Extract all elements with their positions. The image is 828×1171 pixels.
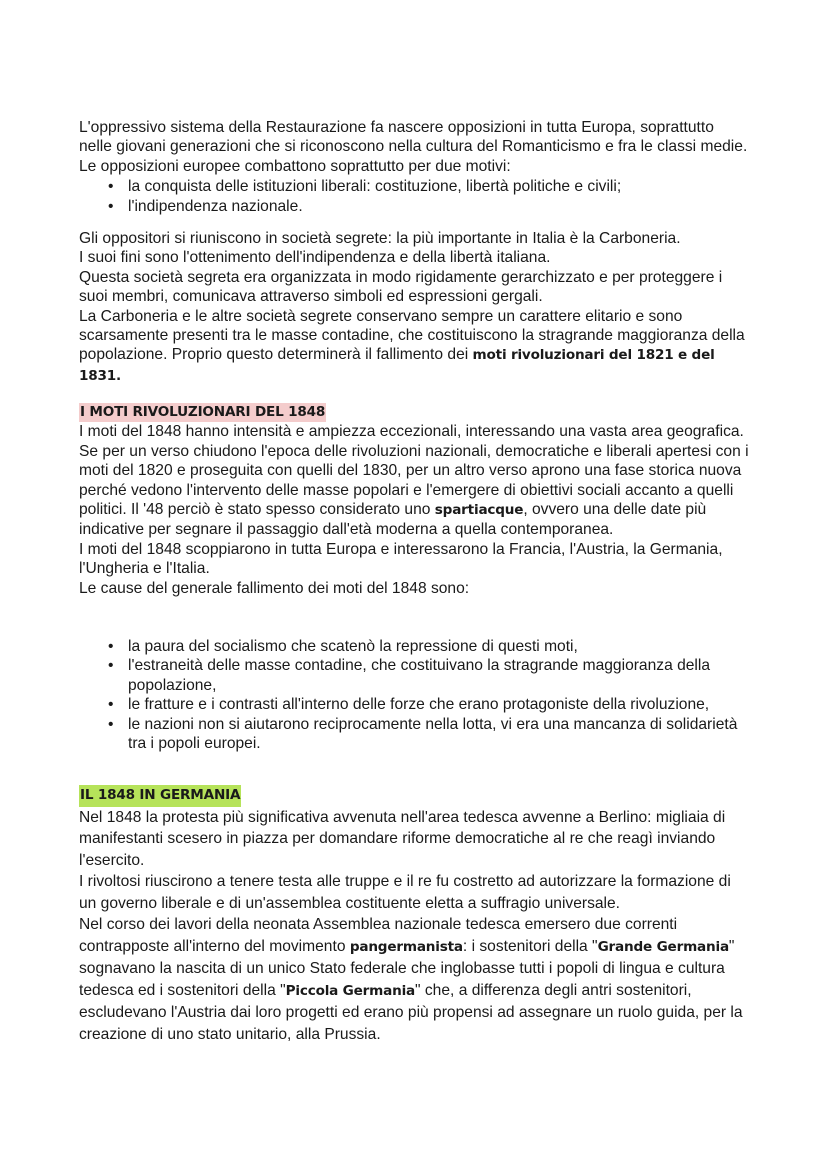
moti-1848-intro-paragraph (79, 422, 749, 539)
carboneria-paragraph: Gli oppositori si riuniscono in società segrete: la più importante in Italia è la Carboneria. (79, 230, 681, 247)
germania-section (79, 784, 749, 1045)
moti-1848-countries-paragraph: I moti del 1848 scoppiarono in tutta Europa e interessarono la Francia, l'Austria, la Germania, l'Ungheria e l'Italia. (79, 540, 723, 578)
list-item: • l'estraneità delle masse contadine, che costituivano la stragrande maggioranza della popolazione, (79, 656, 749, 695)
text-span: " sognavano la nascita di un unico Stato federale che inglobasse tutti i popoli di lingua e cultura tedesca ed i sostenitori della " (79, 937, 735, 999)
moti-1848-causes-paragraph: Le cause del generale fallimento dei moti del 1848 sono: (79, 579, 470, 597)
list-item: • le nazioni non si aiutarono reciprocamente nella lotta, vi era una mancanza di solidarietà tra i popoli europei. (79, 715, 749, 754)
germania-rebels-paragraph: I rivoltosi riuscirono a tenere testa alle truppe e il re fu costretto ad autorizzare la formazione di un governo liberale e di un'assemblea costituente eletta a suffragio universale. (79, 873, 731, 912)
text-span: Nel corso dei lavori della neonata Assemblea nazionale tedesca emersero due correnti contrapposte all'interno del movimento (79, 916, 678, 955)
list-item: • le fratture e i contrasti all'interno delle forze che erano protagoniste della rivoluzione, (79, 695, 749, 714)
causes-bullet-list (79, 637, 749, 753)
text-span: La Carboneria e le altre società segrete conservano sempre un carattere elitario e sono scarsamente presenti tra le masse contadine, che costituiscono la stragrande maggioranza della popolazione. Proprio questo determinerà il fallimento dei (79, 307, 745, 364)
bold-text: Grande Germania (597, 938, 729, 955)
bold-text: pangermanista (349, 938, 463, 955)
bold-text: Piccola Germania (285, 982, 416, 999)
intro-bullet-list (79, 177, 749, 216)
list-item: • la paura del socialismo che scatenò la repressione di questi moti, (79, 637, 749, 656)
moti-1848-section (79, 402, 749, 598)
bold-text: spartiacque (434, 502, 524, 519)
germania-berlin-paragraph: Nel 1848 la protesta più significativa avvenuta nell'area tedesca avvenne a Berlino: migliaia di manifestanti scesero in piazza per domandare riforme democratiche al re che reagì inviando l'esercito. (79, 808, 726, 869)
section-heading-germania: IL 1848 IN GERMANIA (79, 785, 241, 807)
causes-bullet-section (79, 637, 749, 753)
text-span: , ovvero una delle date più indicative per segnare il passaggio dall'età moderna a quella contemporanea. (79, 501, 707, 539)
carboneria-failure-paragraph (79, 307, 749, 387)
text-span: : i sostenitori della " (462, 937, 598, 955)
bold-text: moti rivoluzionari del 1821 e del 1831. (79, 347, 715, 384)
section-heading-1848: I MOTI RIVOLUZIONARI DEL 1848 (79, 403, 326, 422)
list-item: • la conquista delle istituzioni liberali: costituzione, libertà politiche e civili; (79, 177, 749, 196)
carboneria-organization-paragraph: Questa società segreta era organizzata in modo rigidamente gerarchizzato e per proteggere i suoi membri, comunicava attraverso simboli ed espressioni gergali. (79, 268, 723, 306)
text-span: " che, a differenza degli antri sostenitori, escludevano l'Austria dai loro progetti ed erano più propensi ad assegnare un ruolo guida, per la creazione di uno stato unitario, alla Prussia. (79, 981, 743, 1043)
intro-section (79, 118, 749, 216)
list-item: • l'indipendenza nazionale. (79, 197, 749, 216)
intro-paragraph: L'oppressivo sistema della Restaurazione fa nascere opposizioni in tutta Europa, soprattutto nelle giovani generazioni che si riconoscono nella cultura del Romanticismo e fra le classi medie. Le opposizioni europee combattono soprattutto per due motivi: (79, 119, 748, 175)
carboneria-aims-paragraph: I suoi fini sono l'ottenimento dell'indipendenza e della libertà italiana. (79, 249, 551, 267)
text-span: I moti del 1848 hanno intensità e ampiezza eccezionali, interessando una vasta area geografica. Se per un verso chiudono l'epoca delle rivoluzioni nazionali, democratiche e liberali apertesi con i moti del 1820 e proseguita con quelli del 1830, per un altro verso aprono una fase storica nuova perché vedono l'intervento delle masse popolari e l'emergere di obiettivi sociali accanto a quelli politici. Il '48 perciò è stato spesso considerato uno (79, 423, 749, 519)
germania-assembly-paragraph (79, 914, 749, 1045)
carboneria-section (79, 229, 749, 386)
